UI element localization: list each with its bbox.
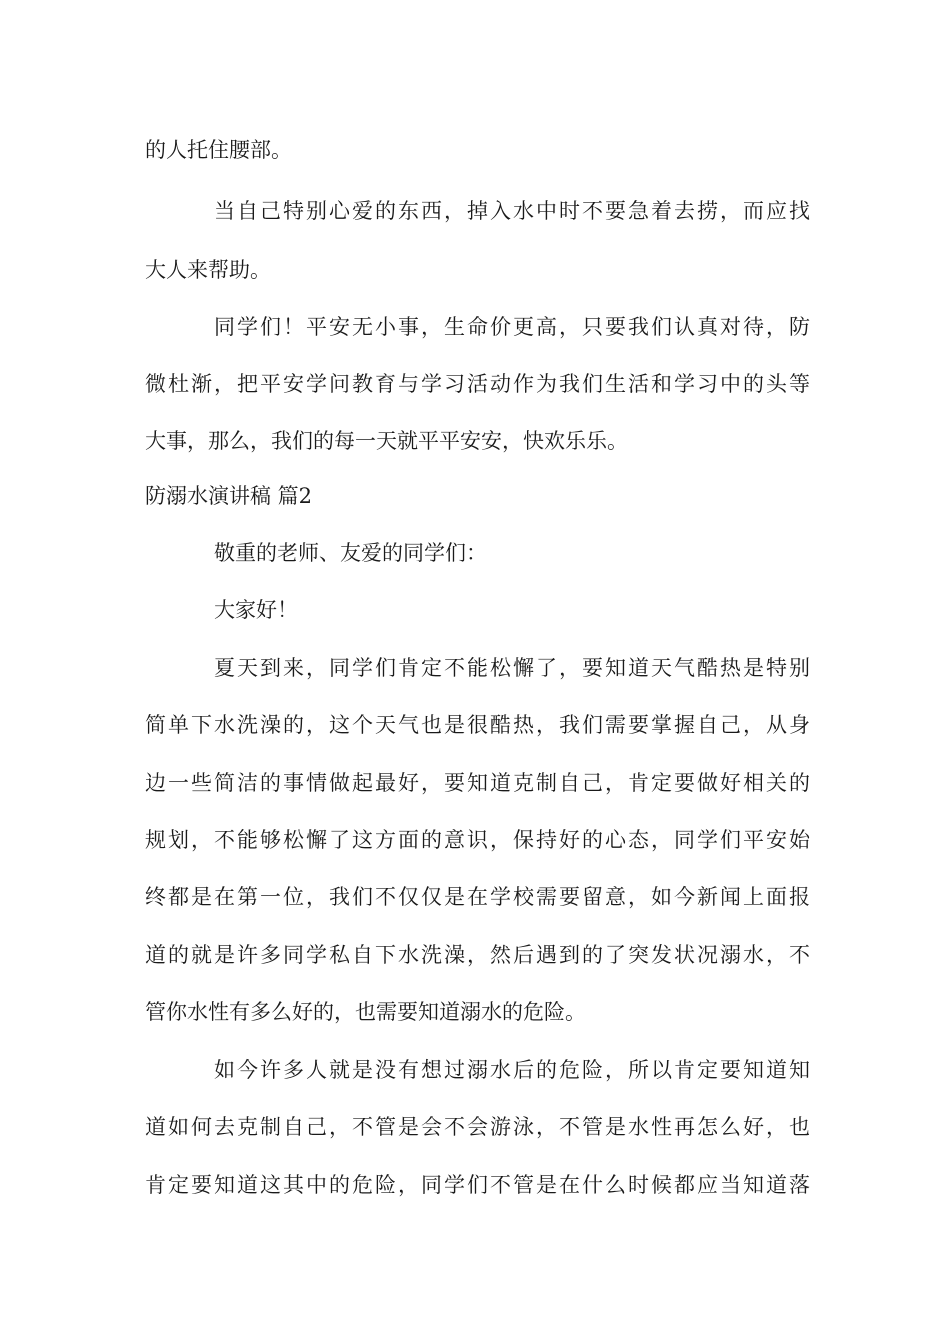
greeting: 大家好！ [214,598,298,622]
section-heading: 防溺水演讲稿 篇2 [145,484,313,508]
text-line: 微杜渐，把平安学问教育与学习活动作为我们生活和学习中的头等 [145,372,810,396]
text-line: 如今许多人就是没有想过溺水后的危险，所以肯定要知道知 [214,1058,810,1082]
text-line: 边一些简洁的事情做起最好，要知道克制自己，肯定要做好相关的 [145,771,810,795]
text-line: 简单下水洗澡的，这个天气也是很酷热，我们需要掌握自己，从身 [145,713,810,737]
text-line: 当自己特别心爱的东西，掉入水中时不要急着去捞，而应找 [214,199,810,223]
text-line: 道的就是许多同学私自下水洗澡，然后遇到的了突发状况溺水，不 [145,943,810,967]
text-line: 道如何去克制自己，不管是会不会游泳，不管是水性再怎么好，也 [145,1115,810,1139]
text-line: 规划，不能够松懈了这方面的意识，保持好的心态，同学们平安始 [145,828,810,852]
salutation: 敬重的老师、友爱的同学们： [214,541,487,565]
text-line: 大事，那么，我们的每一天就平平安安，快欢乐乐。 [145,429,628,453]
text-line: 大人来帮助。 [145,258,271,282]
text-line: 的人托住腰部。 [145,138,292,162]
text-line: 同学们！平安无小事，生命价更高，只要我们认真对待，防 [214,315,810,339]
text-line: 管你水性有多么好的，也需要知道溺水的危险。 [145,1000,586,1024]
text-line: 终都是在第一位，我们不仅仅是在学校需要留意，如今新闻上面报 [145,885,810,909]
text-line: 夏天到来，同学们肯定不能松懈了，要知道天气酷热是特别 [214,656,810,680]
text-line: 肯定要知道这其中的危险，同学们不管是在什么时候都应当知道落 [145,1173,810,1197]
